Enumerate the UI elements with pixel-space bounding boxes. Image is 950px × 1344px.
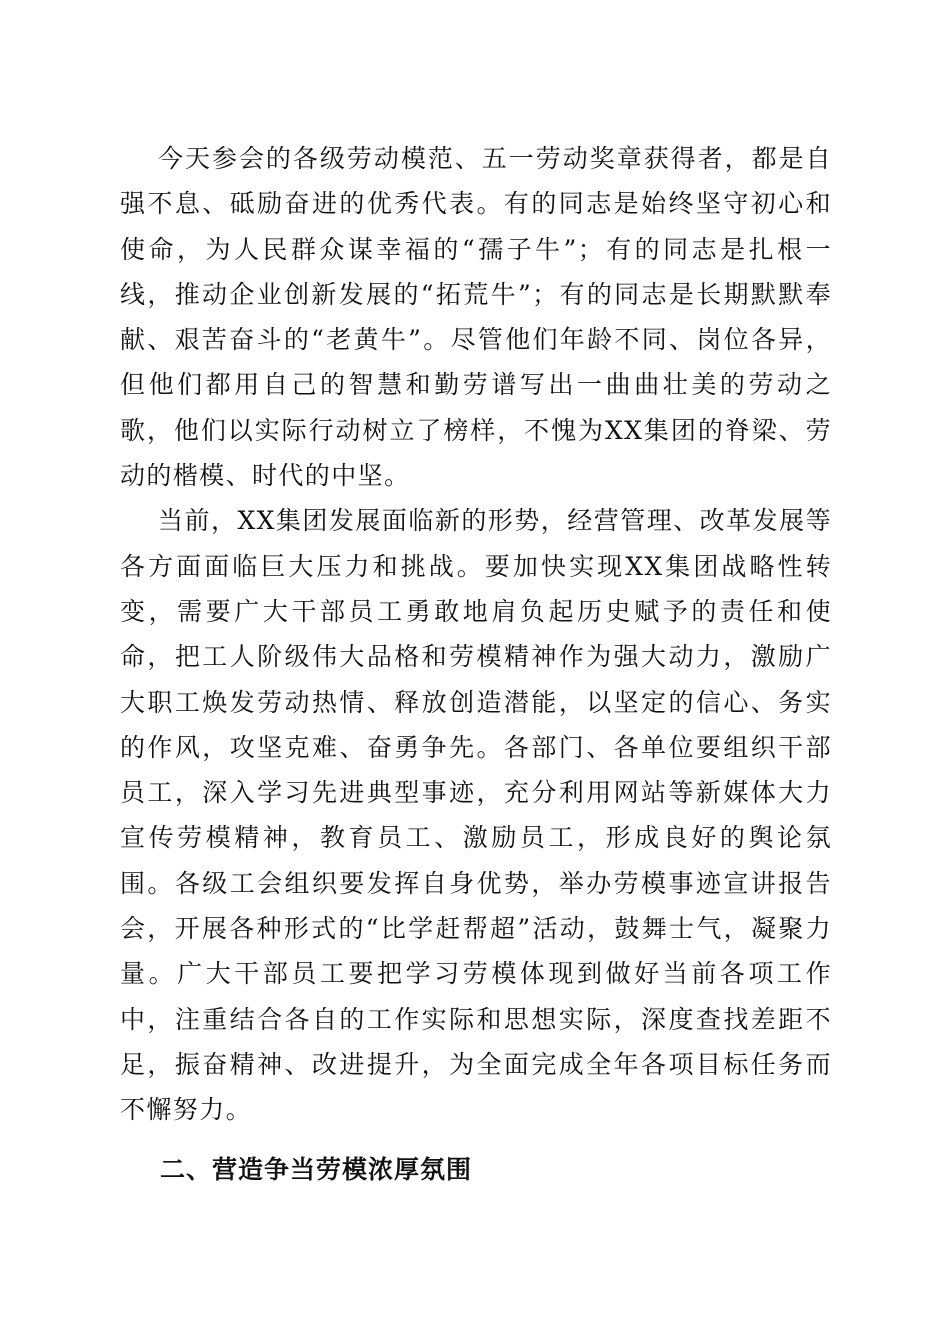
- paragraph-labor-models: 今天参会的各级劳动模范、五一劳动奖章获得者，都是自强不息、砥励奋进的优秀代表。有的同志是始终坚守初心和使命，为人民群众谋幸福的“孺子牛”；有的同志是扎根一线，推动企业创新发展的“拓荒牛”；有的同志是长期默默奉献、艰苦奋斗的“老黄牛”。尽管他们年龄不同、岗位各异，但他们都用自己的智慧和勤劳谱写出一曲曲壮美的劳动之歌，他们以实际行动树立了榜样，不愧为XX集团的脊梁、劳动的楷模、时代的中坚。: [120, 144, 832, 491]
- paragraph-current-situation: 当前，XX集团发展面临新的形势，经营管理、改革发展等各方面面临巨大压力和挑战。要加快实现XX集团战略性转变，需要广大干部员工勇敢地肩负起历史赋予的责任和使命，把工人阶级伟大品格和劳模精神作为强大动力，激励广大职工焕发劳动热情、释放创造潜能，以坚定的信心、务实的作风，攻坚克难、奋勇争先。各部门、各单位要组织干部员工，深入学习先进典型事迹，充分利用网站等新媒体大力宣传劳模精神，教育员工、激励员工，形成良好的舆论氛围。各级工会组织要发挥自身优势，举办劳模事迹宣讲报告会，开展各种形式的“比学赶帮超”活动，鼓舞士气，凝聚力量。广大干部员工要把学习劳模体现到做好当前各项工作中，注重结合各自的工作实际和思想实际，深度查找差距不足，振奋精神、改进提升，为全面完成全年各项目标任务而不懈努力。: [120, 506, 832, 1125]
- section-heading: 二、营造争当劳模浓厚氛围: [160, 1154, 473, 1184]
- document-body: [120, 136, 832, 1192]
